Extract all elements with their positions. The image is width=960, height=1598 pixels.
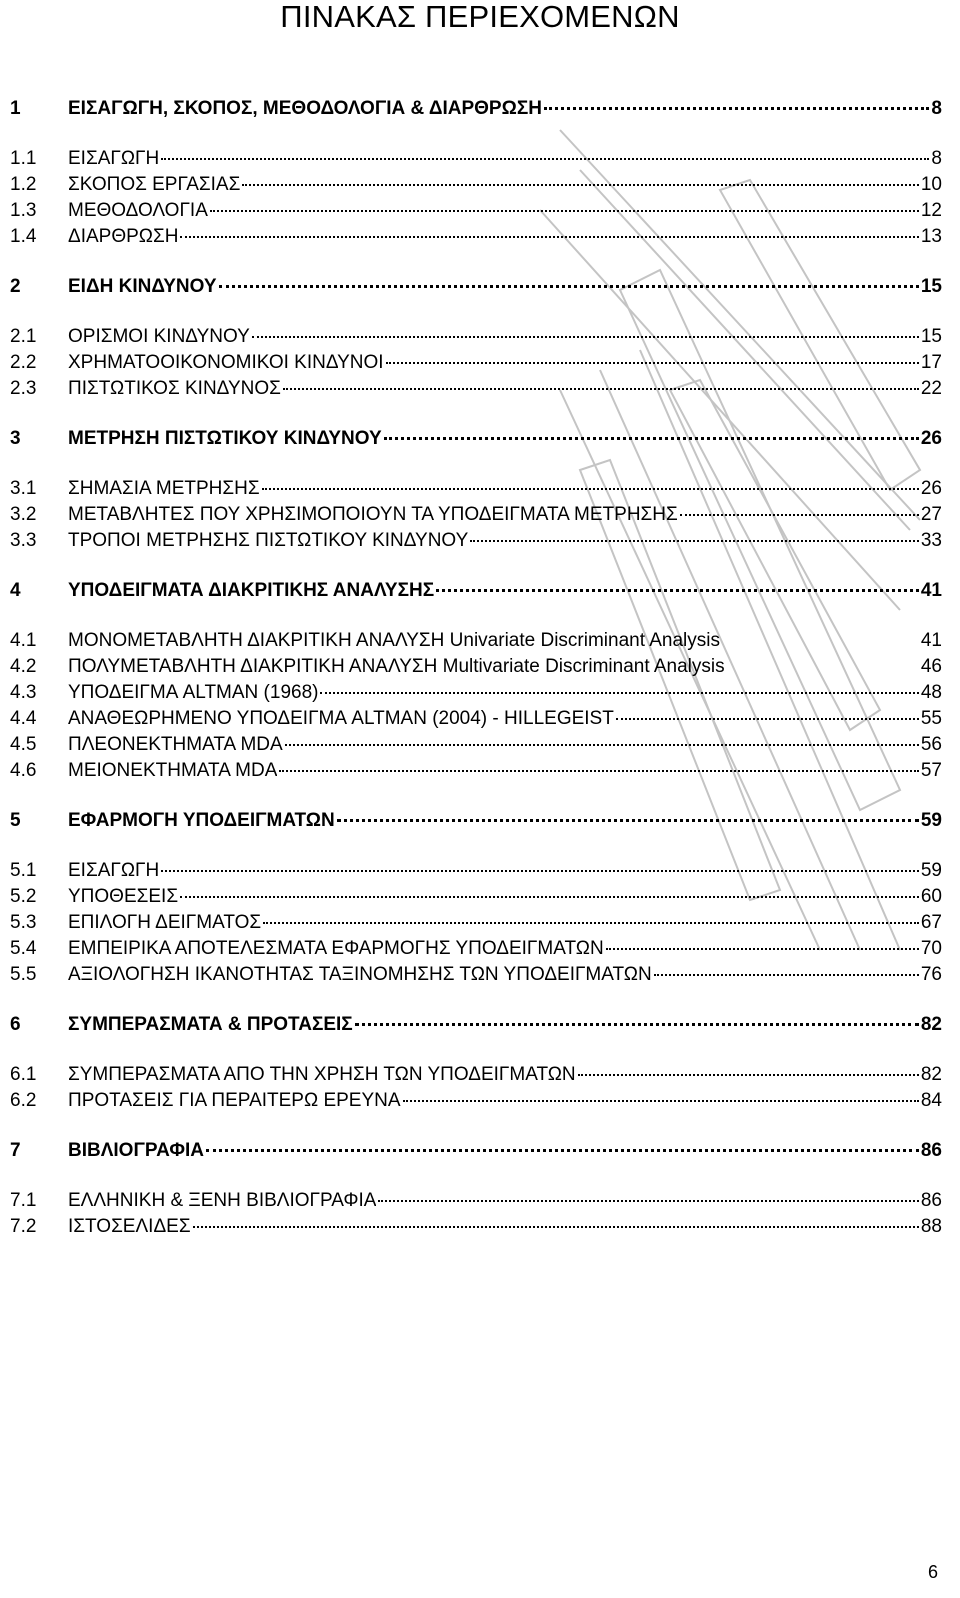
- toc-dot-leader: [161, 158, 929, 160]
- toc-entry-number: 2.3: [10, 378, 37, 399]
- toc-entry-number: 3: [10, 428, 21, 449]
- toc-dot-leader: [654, 974, 919, 976]
- toc-entry-page: 86: [920, 1140, 942, 1161]
- toc-entry-title: ΣΥΜΠΕΡΑΣΜΑΤΑ & ΠΡΟΤΑΣΕΙΣ: [68, 1014, 353, 1035]
- toc-section-row[interactable]: [10, 858, 942, 884]
- toc-entry-number: 2: [10, 276, 21, 297]
- toc-entry-page: 84: [920, 1090, 942, 1111]
- toc-entry-number: 5.3: [10, 912, 37, 933]
- toc-section-row[interactable]: [10, 910, 942, 936]
- toc-entry-title: ΜΕΘΟΔΟΛΟΓΙΑ: [68, 200, 208, 221]
- toc-section-row[interactable]: [10, 758, 942, 784]
- toc-entry-page: 70: [920, 938, 942, 959]
- toc-entry-number: 5.1: [10, 860, 37, 881]
- toc-section-row[interactable]: [10, 1088, 942, 1114]
- toc-entry-title: ΕΙΔΗ ΚΙΝΔΥΝΟΥ: [68, 276, 217, 297]
- toc-entry-page: 12: [920, 200, 942, 221]
- toc-chapter-row[interactable]: [10, 808, 942, 834]
- toc-dot-leader: [470, 540, 919, 542]
- toc-entry-page: 86: [920, 1190, 942, 1211]
- toc-entry-title: ΠΟΛΥΜΕΤΑΒΛΗΤΗ ΔΙΑΚΡΙΤΙΚΗ ΑΝΑΛΥΣΗ Multivariate Discriminant Analysis: [68, 656, 725, 677]
- toc-section-row[interactable]: [10, 476, 942, 502]
- toc-entry-number: 1.4: [10, 226, 37, 247]
- toc-dot-leader: [283, 388, 919, 390]
- toc-entry-number: 5.5: [10, 964, 37, 985]
- toc-dot-leader: [252, 336, 919, 338]
- toc-chapter-row[interactable]: [10, 578, 942, 604]
- toc-section-row[interactable]: [10, 1214, 942, 1240]
- toc-entry-page: 41: [920, 580, 942, 601]
- toc-entry-page: 26: [920, 428, 942, 449]
- toc-section-row[interactable]: [10, 654, 942, 680]
- toc-dot-leader: [384, 437, 919, 440]
- toc-entry-page: 48: [920, 682, 942, 703]
- toc-section-row[interactable]: [10, 962, 942, 988]
- toc-entry-page: 60: [920, 886, 942, 907]
- toc-section-row[interactable]: [10, 528, 942, 554]
- toc-dot-leader: [544, 107, 929, 110]
- toc-dot-leader: [403, 1100, 919, 1102]
- toc-entry-number: 5.4: [10, 938, 37, 959]
- toc-section-row[interactable]: [10, 732, 942, 758]
- toc-entry-number: 4.5: [10, 734, 37, 755]
- toc-entry-title: ΒΙΒΛΙΟΓΡΑΦΙΑ: [68, 1140, 204, 1161]
- toc-dot-leader: [337, 819, 919, 822]
- toc-section-row[interactable]: [10, 884, 942, 910]
- toc-entry-page: 76: [920, 964, 942, 985]
- toc-entry-page: 15: [920, 276, 942, 297]
- toc-dot-leader: [680, 514, 919, 516]
- toc-dot-leader: [180, 236, 918, 238]
- toc-section-row[interactable]: [10, 146, 942, 172]
- toc-entry-number: 6: [10, 1014, 21, 1035]
- toc-section-row[interactable]: [10, 706, 942, 732]
- toc-dot-leader: [193, 1226, 919, 1228]
- toc-entry-page: 27: [920, 504, 942, 525]
- toc-entry-page: 82: [920, 1064, 942, 1085]
- toc-entry-number: 3.2: [10, 504, 37, 525]
- toc-entry-page: 8: [931, 148, 942, 169]
- toc-dot-leader: [206, 1149, 919, 1152]
- toc-section-row[interactable]: [10, 376, 942, 402]
- toc-entry-title: ΥΠΟΘΕΣΕΙΣ: [68, 886, 179, 907]
- toc-entry-page: 8: [931, 98, 942, 119]
- page-number: 6: [927, 1562, 938, 1582]
- toc-entry-number: 6.2: [10, 1090, 37, 1111]
- toc-entry-page: 88: [920, 1216, 942, 1237]
- toc-entry-number: 1.1: [10, 148, 37, 169]
- toc-entry-title: ΠΙΣΤΩΤΙΚΟΣ ΚΙΝΔΥΝΟΣ: [68, 378, 281, 399]
- toc-entry-title: ΙΣΤΟΣΕΛΙΔΕΣ: [68, 1216, 191, 1237]
- toc-entry-page: 10: [920, 174, 942, 195]
- toc-entry-title: ΕΙΣΑΓΩΓΗ: [68, 148, 160, 169]
- toc-entry-title: ΜΕΙΟΝΕΚΤΗΜΑΤΑ MDA: [68, 760, 278, 781]
- toc-dot-leader: [210, 210, 919, 212]
- toc-section-row[interactable]: [10, 628, 942, 654]
- toc-entry-title: ΜΕΤΑΒΛΗΤΕΣ ΠΟΥ ΧΡΗΣΙΜΟΠΟΙΟΥΝ ΤΑ ΥΠΟΔΕΙΓΜΑΤΑ ΜΕΤΡΗΣΗΣ: [68, 504, 678, 525]
- toc-entry-title: ΑΞΙΟΛΟΓΗΣΗ ΙΚΑΝΟΤΗΤΑΣ ΤΑΞΙΝΟΜΗΣΗΣ ΤΩΝ ΥΠΟΔΕΙΓΜΑΤΩΝ: [68, 964, 652, 985]
- toc-entry-page: 67: [920, 912, 942, 933]
- toc-entry-number: 2.1: [10, 326, 37, 347]
- toc-dot-leader: [263, 922, 919, 924]
- toc-entry-title: ΕΦΑΡΜΟΓΗ ΥΠΟΔΕΙΓΜΑΤΩΝ: [68, 810, 335, 831]
- toc-entry-number: 2.2: [10, 352, 37, 373]
- toc-entry-title: ΥΠΟΔΕΙΓΜΑ ALTMAN (1968): [68, 682, 319, 703]
- toc-entry-page: 59: [920, 810, 942, 831]
- toc-entry-number: 1.2: [10, 174, 37, 195]
- toc-entry-page: 13: [920, 226, 942, 247]
- toc-dot-leader: [161, 870, 919, 872]
- toc-dot-leader: [219, 285, 919, 288]
- toc-section-row[interactable]: [10, 936, 942, 962]
- toc-entry-title: ΠΡΟΤΑΣΕΙΣ ΓΙΑ ΠΕΡΑΙΤΕΡΩ ΕΡΕΥΝΑ: [68, 1090, 401, 1111]
- toc-entry-title: ΜΟΝΟΜΕΤΑΒΛΗΤΗ ΔΙΑΚΡΙΤΙΚΗ ΑΝΑΛΥΣΗ Univariate Discriminant Analysis: [68, 630, 720, 651]
- toc-entry-page: 17: [920, 352, 942, 373]
- toc-chapter-row[interactable]: [10, 1012, 942, 1038]
- toc-entry-number: 1: [10, 98, 21, 119]
- toc-entry-title: ΣΚΟΠΟΣ ΕΡΓΑΣΙΑΣ: [68, 174, 241, 195]
- toc-entry-title: ΕΠΙΛΟΓΗ ΔΕΙΓΜΑΤΟΣ: [68, 912, 262, 933]
- toc-section-row[interactable]: [10, 350, 942, 376]
- toc-dot-leader: [578, 1074, 919, 1076]
- toc-section-row[interactable]: [10, 680, 942, 706]
- toc-section-row[interactable]: [10, 324, 942, 350]
- toc-dot-leader: [180, 896, 919, 898]
- toc-entry-number: 4.3: [10, 682, 37, 703]
- toc-entry-number: 7.2: [10, 1216, 37, 1237]
- page-title: ΠΙΝΑΚΑΣ ΠΕΡΙΕΧΟΜΕΝΩΝ: [280, 0, 680, 34]
- toc-dot-leader: [606, 948, 919, 950]
- toc-entry-number: 7.1: [10, 1190, 37, 1211]
- toc-entry-number: 4.4: [10, 708, 37, 729]
- toc-entry-title: ΑΝΑΘΕΩΡΗΜΕΝΟ ΥΠΟΔΕΙΓΜΑ ALTMAN (2004) - HILLEGEIST: [68, 708, 614, 729]
- toc-entry-number: 4.6: [10, 760, 37, 781]
- toc-entry-title: ΧΡΗΜΑΤΟΟΙΚΟΝΟΜΙΚΟΙ ΚΙΝΔΥΝΟΙ: [68, 352, 384, 373]
- toc-entry-number: 5.2: [10, 886, 37, 907]
- toc-entry-page: 46: [920, 656, 942, 677]
- toc-entry-number: 6.1: [10, 1064, 37, 1085]
- toc-chapter-row[interactable]: [10, 426, 942, 452]
- toc-entry-number: 5: [10, 810, 21, 831]
- toc-dot-leader: [436, 589, 919, 592]
- toc-entry-number: 4: [10, 580, 21, 601]
- toc-section-row[interactable]: [10, 172, 942, 198]
- toc-chapter-row[interactable]: [10, 96, 942, 122]
- toc-entry-title: ΕΙΣΑΓΩΓΗ: [68, 860, 160, 881]
- toc-section-row[interactable]: [10, 502, 942, 528]
- toc-section-row[interactable]: [10, 1188, 942, 1214]
- toc-entry-number: 3.1: [10, 478, 37, 499]
- toc-entry-number: 4.2: [10, 656, 37, 677]
- toc-entry-page: 55: [920, 708, 942, 729]
- toc-dot-leader: [279, 770, 918, 772]
- toc-chapter-row[interactable]: [10, 1138, 942, 1164]
- toc-entry-title: ΔΙΑΡΘΡΩΣΗ: [68, 226, 179, 247]
- toc-chapter-row[interactable]: [10, 274, 942, 300]
- toc-entry-number: 4.1: [10, 630, 37, 651]
- toc-entry-title: ΣΥΜΠΕΡΑΣΜΑΤΑ ΑΠΟ ΤΗΝ ΧΡΗΣΗ ΤΩΝ ΥΠΟΔΕΙΓΜΑΤΩΝ: [68, 1064, 576, 1085]
- toc-entry-title: ΕΛΛΗΝΙΚΗ & ΞΕΝΗ ΒΙΒΛΙΟΓΡΑΦΙΑ: [68, 1190, 377, 1211]
- toc-entry-title: ΤΡΟΠΟΙ ΜΕΤΡΗΣΗΣ ΠΙΣΤΩΤΙΚΟΥ ΚΙΝΔΥΝΟΥ: [68, 530, 469, 551]
- toc-entry-page: 15: [920, 326, 942, 347]
- toc-entry-page: 41: [920, 630, 942, 651]
- toc-dot-leader: [320, 692, 918, 694]
- toc-section-row[interactable]: [10, 224, 942, 250]
- toc-entry-number: 7: [10, 1140, 21, 1161]
- toc-entry-number: 1.3: [10, 200, 37, 221]
- toc-dot-leader: [242, 184, 919, 186]
- toc-entry-page: 26: [920, 478, 942, 499]
- toc-dot-leader: [378, 1200, 918, 1202]
- toc-section-row[interactable]: [10, 1062, 942, 1088]
- toc-entry-number: 3.3: [10, 530, 37, 551]
- toc-section-row[interactable]: [10, 198, 942, 224]
- toc-entry-title: ΜΕΤΡΗΣΗ ΠΙΣΤΩΤΙΚΟΥ ΚΙΝΔΥΝΟΥ: [68, 428, 382, 449]
- toc-entry-title: ΕΜΠΕΙΡΙΚΑ ΑΠΟΤΕΛΕΣΜΑΤΑ ΕΦΑΡΜΟΓΗΣ ΥΠΟΔΕΙΓΜΑΤΩΝ: [68, 938, 604, 959]
- toc-entry-page: 22: [920, 378, 942, 399]
- toc-entry-page: 59: [920, 860, 942, 881]
- toc-dot-leader: [616, 718, 919, 720]
- toc-entry-page: 33: [920, 530, 942, 551]
- toc-entry-page: 56: [920, 734, 942, 755]
- toc-entry-title: ΣΗΜΑΣΙΑ ΜΕΤΡΗΣΗΣ: [68, 478, 260, 499]
- toc-dot-leader: [355, 1023, 919, 1026]
- toc-dot-leader: [262, 488, 919, 490]
- toc-entry-page: 82: [920, 1014, 942, 1035]
- toc-dot-leader: [285, 744, 919, 746]
- toc-entry-title: ΥΠΟΔΕΙΓΜΑΤΑ ΔΙΑΚΡΙΤΙΚΗΣ ΑΝΑΛΥΣΗΣ: [68, 580, 435, 601]
- toc-entry-title: ΟΡΙΣΜΟΙ ΚΙΝΔΥΝΟΥ: [68, 326, 250, 347]
- toc-dot-leader: [386, 362, 919, 364]
- toc-entry-title: ΠΛΕΟΝΕΚΤΗΜΑΤΑ MDA: [68, 734, 283, 755]
- toc-entry-page: 57: [920, 760, 942, 781]
- toc-entry-title: ΕΙΣΑΓΩΓΗ, ΣΚΟΠΟΣ, ΜΕΘΟΔΟΛΟΓΙΑ & ΔΙΑΡΘΡΩΣΗ: [68, 98, 542, 119]
